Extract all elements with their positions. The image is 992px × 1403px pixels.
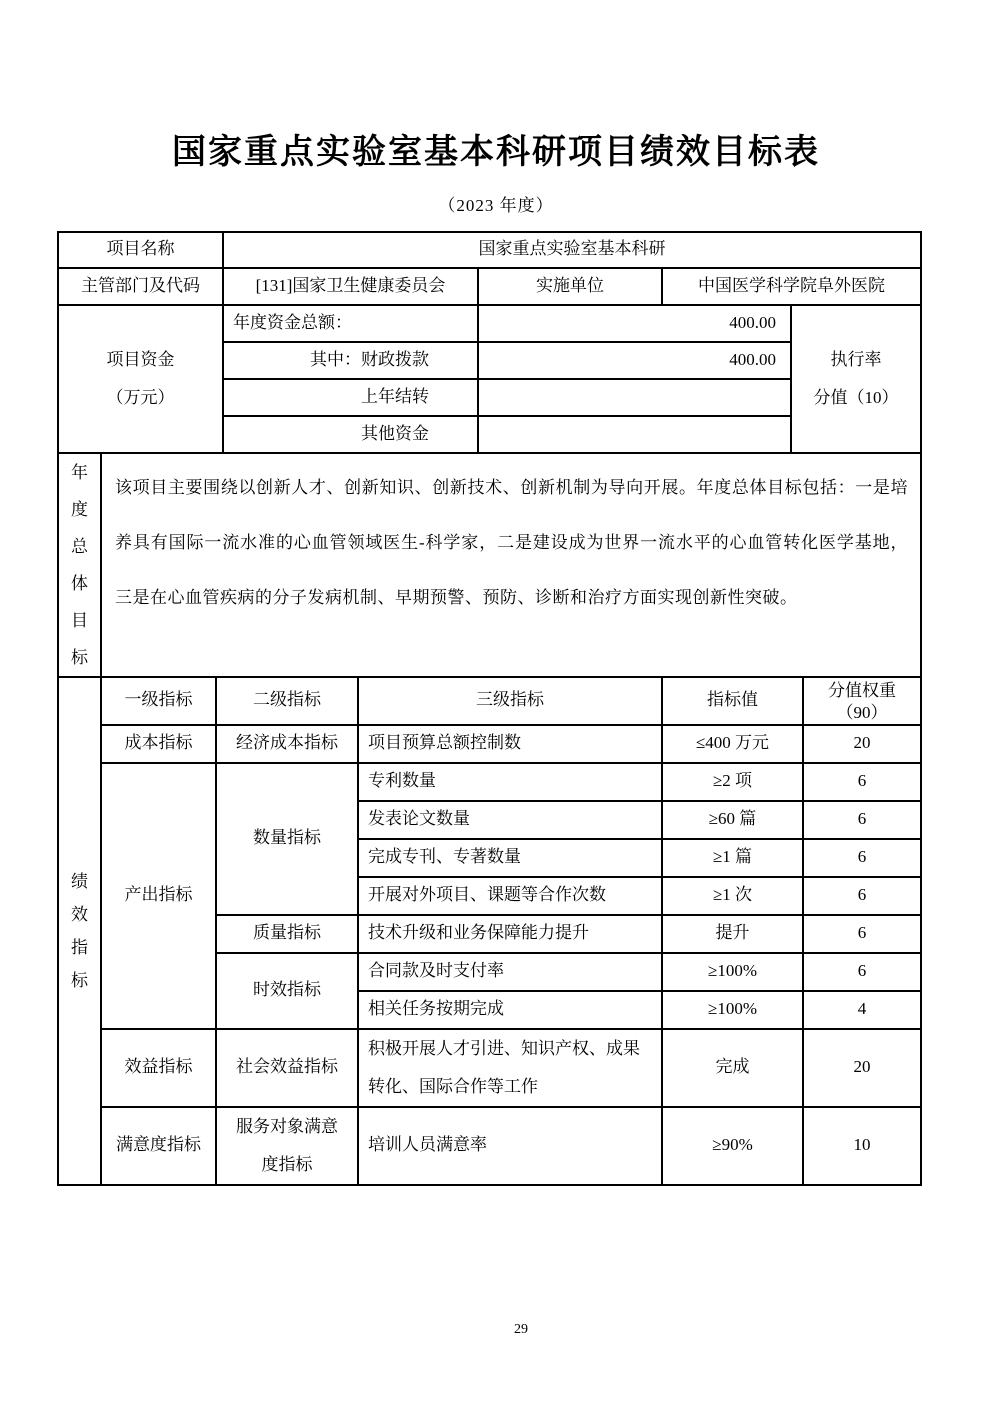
header-weight [803, 677, 921, 725]
annual-goal-row [58, 453, 921, 677]
l3-patents: 专利数量 [358, 763, 662, 801]
indicator-row-benefit [58, 1029, 921, 1107]
l2-service-satisfaction: 服务对象满意度指标 [216, 1107, 358, 1185]
l3-monographs: 完成专刊、专著数量 [358, 839, 662, 877]
header-level2: 二级指标 [216, 677, 358, 725]
l1-satisfaction: 满意度指标 [101, 1107, 216, 1185]
value-monographs: ≥1 篇 [662, 839, 803, 877]
value-trainee-satisfaction: ≥90% [662, 1107, 803, 1185]
indicators-table [57, 676, 922, 1186]
funding-other-value [478, 416, 791, 453]
l2-quantity: 数量指标 [216, 763, 358, 915]
indicators-header-row [58, 677, 921, 725]
weight-monographs: 6 [803, 839, 921, 877]
l3-payment: 合同款及时支付率 [358, 953, 662, 991]
funding-total-label: 年度资金总额： [223, 305, 478, 342]
value-patents: ≥2 项 [662, 763, 803, 801]
l3-tasks: 相关任务按期完成 [358, 991, 662, 1029]
l1-benefit: 效益指标 [101, 1029, 216, 1107]
weight-patents: 6 [803, 763, 921, 801]
value-budget-control: ≤400 万元 [662, 725, 803, 763]
indicator-row-patents [58, 763, 921, 801]
execution-rate-line2: 分值（10） [813, 387, 899, 407]
implementer-label: 实施单位 [478, 268, 662, 305]
header-level3: 三级指标 [358, 677, 662, 725]
value-tech-upgrade: 提升 [662, 915, 803, 953]
department-row [58, 268, 921, 305]
value-cooperation: ≥1 次 [662, 877, 803, 915]
l3-budget-control: 项目预算总额控制数 [358, 725, 662, 763]
header-value: 指标值 [662, 677, 803, 725]
funding-fiscal-value: 400.00 [478, 342, 791, 379]
page-title: 国家重点实验室基本科研项目绩效目标表 [172, 134, 820, 171]
l2-quality: 质量指标 [216, 915, 358, 953]
department-label: 主管部门及代码 [58, 268, 223, 305]
project-name-row [58, 232, 921, 268]
indicator-row-cost [58, 725, 921, 763]
execution-rate-line1: 执行率 [830, 349, 882, 369]
l3-trainee-satisfaction: 培训人员满意率 [358, 1107, 662, 1185]
weight-payment: 6 [803, 953, 921, 991]
funding-carryover-value [478, 379, 791, 416]
project-name-label: 项目名称 [58, 232, 223, 268]
header-weight-line2: （90） [836, 702, 888, 722]
weight-cooperation: 6 [803, 877, 921, 915]
l3-cooperation: 开展对外项目、课题等合作次数 [358, 877, 662, 915]
funding-total-value: 400.00 [478, 305, 791, 342]
annual-goal-table [57, 452, 922, 678]
funding-other-label: 其他资金 [223, 416, 478, 453]
project-name-value: 国家重点实验室基本科研 [223, 232, 921, 268]
header-weight-line1: 分值权重 [828, 680, 896, 700]
l1-cost: 成本指标 [101, 725, 216, 763]
weight-trainee-satisfaction: 10 [803, 1107, 921, 1185]
l3-tech-upgrade: 技术升级和业务保障能力提升 [358, 915, 662, 953]
department-value: [131]国家卫生健康委员会 [223, 268, 478, 305]
l1-output: 产出指标 [101, 763, 216, 1029]
funding-fiscal-label: 其中：财政拨款 [223, 342, 478, 379]
funding-label [58, 305, 223, 453]
weight-tech-upgrade: 6 [803, 915, 921, 953]
performance-table [57, 231, 920, 1186]
page-subtitle: （2023 年度） [438, 195, 554, 215]
annual-goal-text: 该项目主要围绕以创新人才、创新知识、创新技术、创新机制为导向开展。年度总体目标包括：一是培养具有国际一流水准的心血管领域医生-科学家，二是建设成为世界一流水平的心血管转化医学基地，三是在心血管疾病的分子发病机制、早期预警、预防、诊断和治疗方面实现创新性突破。 [101, 453, 921, 677]
annual-goal-side-label: 年度总体目标 [58, 453, 101, 677]
value-talent-ip: 完成 [662, 1029, 803, 1107]
l2-timeliness: 时效指标 [216, 953, 358, 1029]
l2-economic-cost: 经济成本指标 [216, 725, 358, 763]
funding-label-line2: （万元） [106, 387, 175, 407]
funding-row-total [58, 305, 921, 342]
weight-papers: 6 [803, 801, 921, 839]
weight-talent-ip: 20 [803, 1029, 921, 1107]
page-number: 29 [514, 1322, 528, 1337]
funding-carryover-label: 上年结转 [223, 379, 478, 416]
weight-budget-control: 20 [803, 725, 921, 763]
indicator-row-satisfaction [58, 1107, 921, 1185]
header-level1: 一级指标 [101, 677, 216, 725]
implementer-value: 中国医学科学院阜外医院 [662, 268, 921, 305]
value-tasks: ≥100% [662, 991, 803, 1029]
indicators-side-label: 绩效指标 [58, 677, 101, 1185]
l3-papers: 发表论文数量 [358, 801, 662, 839]
weight-tasks: 4 [803, 991, 921, 1029]
l2-social-benefit: 社会效益指标 [216, 1029, 358, 1107]
funding-label-line1: 项目资金 [106, 349, 175, 369]
project-info-table [57, 231, 922, 454]
value-payment: ≥100% [662, 953, 803, 991]
l3-talent-ip: 积极开展人才引进、知识产权、成果转化、国际合作等工作 [358, 1029, 662, 1107]
execution-rate-cell [791, 305, 921, 453]
value-papers: ≥60 篇 [662, 801, 803, 839]
